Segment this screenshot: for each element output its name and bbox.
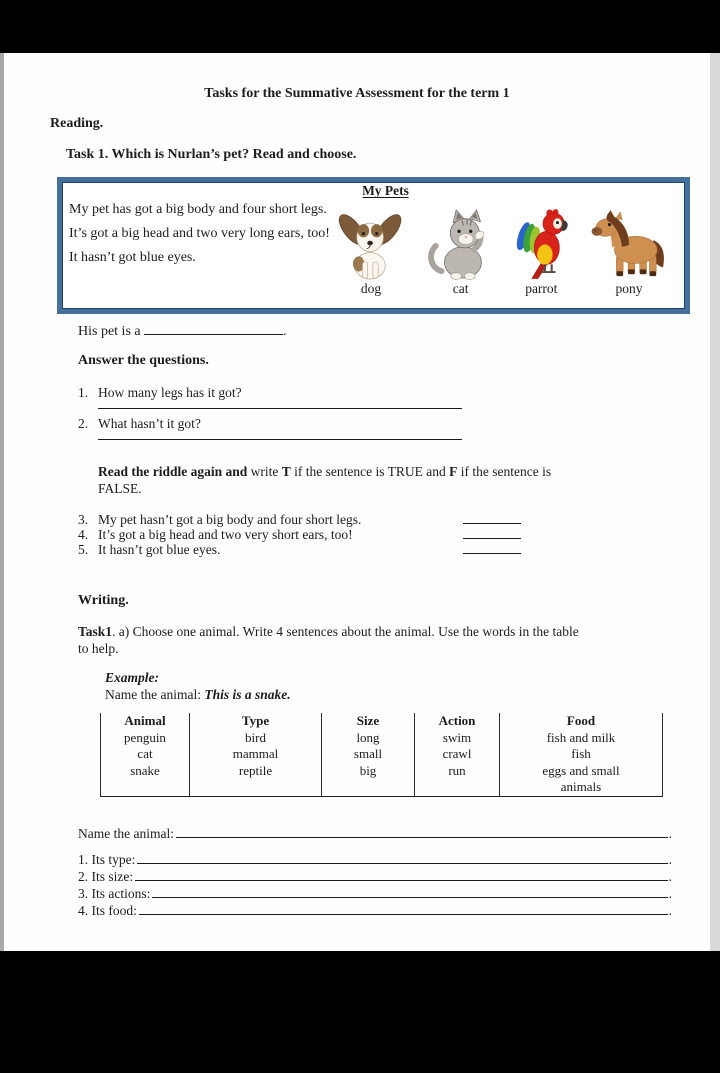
dog-image bbox=[331, 207, 411, 281]
pet-figure-pony bbox=[587, 209, 671, 296]
tf-item-4 bbox=[78, 527, 353, 543]
writing-task-line2: to help. bbox=[78, 641, 119, 656]
tf-item-5-text: It hasn’t got blue eyes. bbox=[98, 542, 221, 557]
cell-action-1: swim bbox=[415, 730, 500, 747]
example-label: Example: bbox=[105, 670, 159, 685]
true-false-instruction-line2: FALSE. bbox=[98, 481, 142, 496]
tf-normal-1: write bbox=[247, 464, 282, 479]
fill-line-type-blank[interactable] bbox=[137, 850, 667, 864]
question-2-answer-blank[interactable] bbox=[98, 439, 462, 440]
riddle-box-heading: My Pets bbox=[362, 184, 409, 198]
riddle-line-3: It hasn’t got blue eyes. bbox=[69, 250, 196, 265]
fill-line-actions-label: 3. Its actions: bbox=[78, 886, 151, 901]
period: . bbox=[668, 886, 672, 901]
column-header-size: Size bbox=[322, 713, 415, 730]
pet-label-dog: dog bbox=[360, 281, 382, 296]
question-1-answer-blank[interactable] bbox=[98, 408, 462, 409]
cell-action-2: crawl bbox=[415, 746, 500, 763]
cell-food-3: eggs and small animals bbox=[500, 763, 663, 797]
riddle-line-1: My pet has got a big body and four short legs. bbox=[69, 202, 327, 217]
fill-line-food-label: 4. Its food: bbox=[78, 903, 137, 918]
cell-size-1: long bbox=[322, 730, 415, 747]
tf-item-5 bbox=[78, 542, 220, 558]
cell-animal-3: snake bbox=[101, 763, 190, 797]
fill-line-size-blank[interactable] bbox=[135, 867, 668, 881]
answer-questions-heading: Answer the questions. bbox=[78, 353, 209, 368]
column-header-action: Action bbox=[415, 713, 500, 730]
period: . bbox=[668, 869, 672, 884]
fill-line-size-label: 2. Its size: bbox=[78, 869, 134, 884]
period: . bbox=[668, 852, 672, 867]
section-writing-label: Writing. bbox=[78, 593, 129, 608]
tf-bold-t: T bbox=[281, 464, 291, 479]
tf-item-3-number: 3. bbox=[78, 512, 89, 527]
pet-label-pony: pony bbox=[615, 281, 643, 296]
tf-item-3 bbox=[78, 512, 361, 528]
question-2 bbox=[78, 416, 201, 432]
period: . bbox=[283, 324, 287, 339]
cell-size-2: small bbox=[322, 746, 415, 763]
cell-type-1: bird bbox=[190, 730, 322, 747]
his-pet-answer-blank[interactable] bbox=[144, 322, 283, 335]
name-animal-line bbox=[78, 824, 672, 842]
fill-line-type bbox=[78, 850, 672, 868]
table-row bbox=[101, 763, 663, 797]
fill-line-food-blank[interactable] bbox=[139, 901, 668, 915]
cell-size-3: big bbox=[322, 763, 415, 797]
fill-line-actions-blank[interactable] bbox=[152, 884, 667, 898]
tf-normal-2: if the sentence is TRUE and bbox=[290, 464, 450, 479]
cell-animal-1: penguin bbox=[101, 730, 190, 747]
page-title: Tasks for the Summative Assessment for the term 1 bbox=[204, 86, 510, 101]
question-1 bbox=[78, 385, 242, 401]
pet-figure-cat bbox=[426, 205, 496, 296]
task1-heading: Task 1. Which is Nurlan’s pet? Read and choose. bbox=[66, 147, 357, 162]
cat-image bbox=[426, 205, 496, 281]
tf-item-4-answer-blank[interactable] bbox=[463, 538, 521, 539]
words-table bbox=[100, 713, 663, 797]
tf-item-3-text: My pet hasn’t got a big body and four short legs. bbox=[98, 512, 362, 527]
section-reading-label: Reading. bbox=[50, 116, 104, 131]
tf-item-4-text: It’s got a big head and two very short ears, too! bbox=[98, 527, 353, 542]
name-animal-label: Name the animal: bbox=[78, 826, 174, 841]
tf-item-5-number: 5. bbox=[78, 542, 89, 557]
example-sentence bbox=[105, 687, 291, 703]
writing-task-bold: Task1 bbox=[78, 624, 113, 639]
parrot-image bbox=[510, 203, 572, 281]
true-false-instruction-line1 bbox=[98, 464, 551, 480]
cell-food-2: fish bbox=[500, 746, 663, 763]
table-header-row bbox=[101, 713, 663, 730]
cell-food-1: fish and milk bbox=[500, 730, 663, 747]
pet-images-row bbox=[331, 192, 671, 296]
cell-animal-2: cat bbox=[101, 746, 190, 763]
table-row bbox=[101, 730, 663, 747]
pet-label-parrot: parrot bbox=[525, 281, 558, 296]
fill-line-type-label: 1. Its type: bbox=[78, 852, 136, 867]
column-header-type: Type bbox=[190, 713, 322, 730]
worksheet-page bbox=[4, 53, 710, 951]
table-row bbox=[101, 746, 663, 763]
example-answer: This is a snake. bbox=[204, 687, 291, 702]
tf-normal-3: if the sentence is bbox=[457, 464, 552, 479]
tf-item-4-number: 4. bbox=[78, 527, 89, 542]
pony-image bbox=[587, 209, 671, 281]
name-animal-blank[interactable] bbox=[176, 824, 668, 838]
riddle-line-2: It’s got a big head and two very long ears, too! bbox=[69, 226, 330, 241]
pet-figure-parrot bbox=[510, 203, 572, 296]
column-header-food: Food bbox=[500, 713, 663, 730]
riddle-box bbox=[57, 177, 690, 314]
his-pet-sentence bbox=[78, 322, 287, 340]
his-pet-prefix: His pet is a bbox=[78, 324, 145, 339]
tf-bold-lead: Read the riddle again and bbox=[98, 464, 248, 479]
period: . bbox=[668, 826, 672, 841]
question-2-number: 2. bbox=[78, 416, 89, 431]
tf-bold-f: F bbox=[449, 464, 458, 479]
question-1-number: 1. bbox=[78, 385, 89, 400]
right-gutter bbox=[710, 53, 720, 951]
tf-item-3-answer-blank[interactable] bbox=[463, 523, 521, 524]
cell-action-3: run bbox=[415, 763, 500, 797]
question-2-text: What hasn’t it got? bbox=[98, 416, 201, 431]
question-1-text: How many legs has it got? bbox=[98, 385, 242, 400]
example-prefix: Name the animal: bbox=[105, 687, 205, 702]
column-header-animal: Animal bbox=[101, 713, 190, 730]
fill-line-size bbox=[78, 867, 672, 885]
tf-item-5-answer-blank[interactable] bbox=[463, 553, 521, 554]
writing-task-line1 bbox=[78, 624, 579, 640]
cell-type-3: reptile bbox=[190, 763, 322, 797]
fill-line-food bbox=[78, 901, 672, 919]
pet-figure-dog bbox=[331, 207, 411, 296]
period: . bbox=[668, 903, 672, 918]
pet-label-cat: cat bbox=[452, 281, 469, 296]
cell-type-2: mammal bbox=[190, 746, 322, 763]
fill-line-actions bbox=[78, 884, 672, 902]
writing-task-rest: . a) Choose one animal. Write 4 sentences about the animal. Use the words in the table bbox=[112, 624, 579, 639]
